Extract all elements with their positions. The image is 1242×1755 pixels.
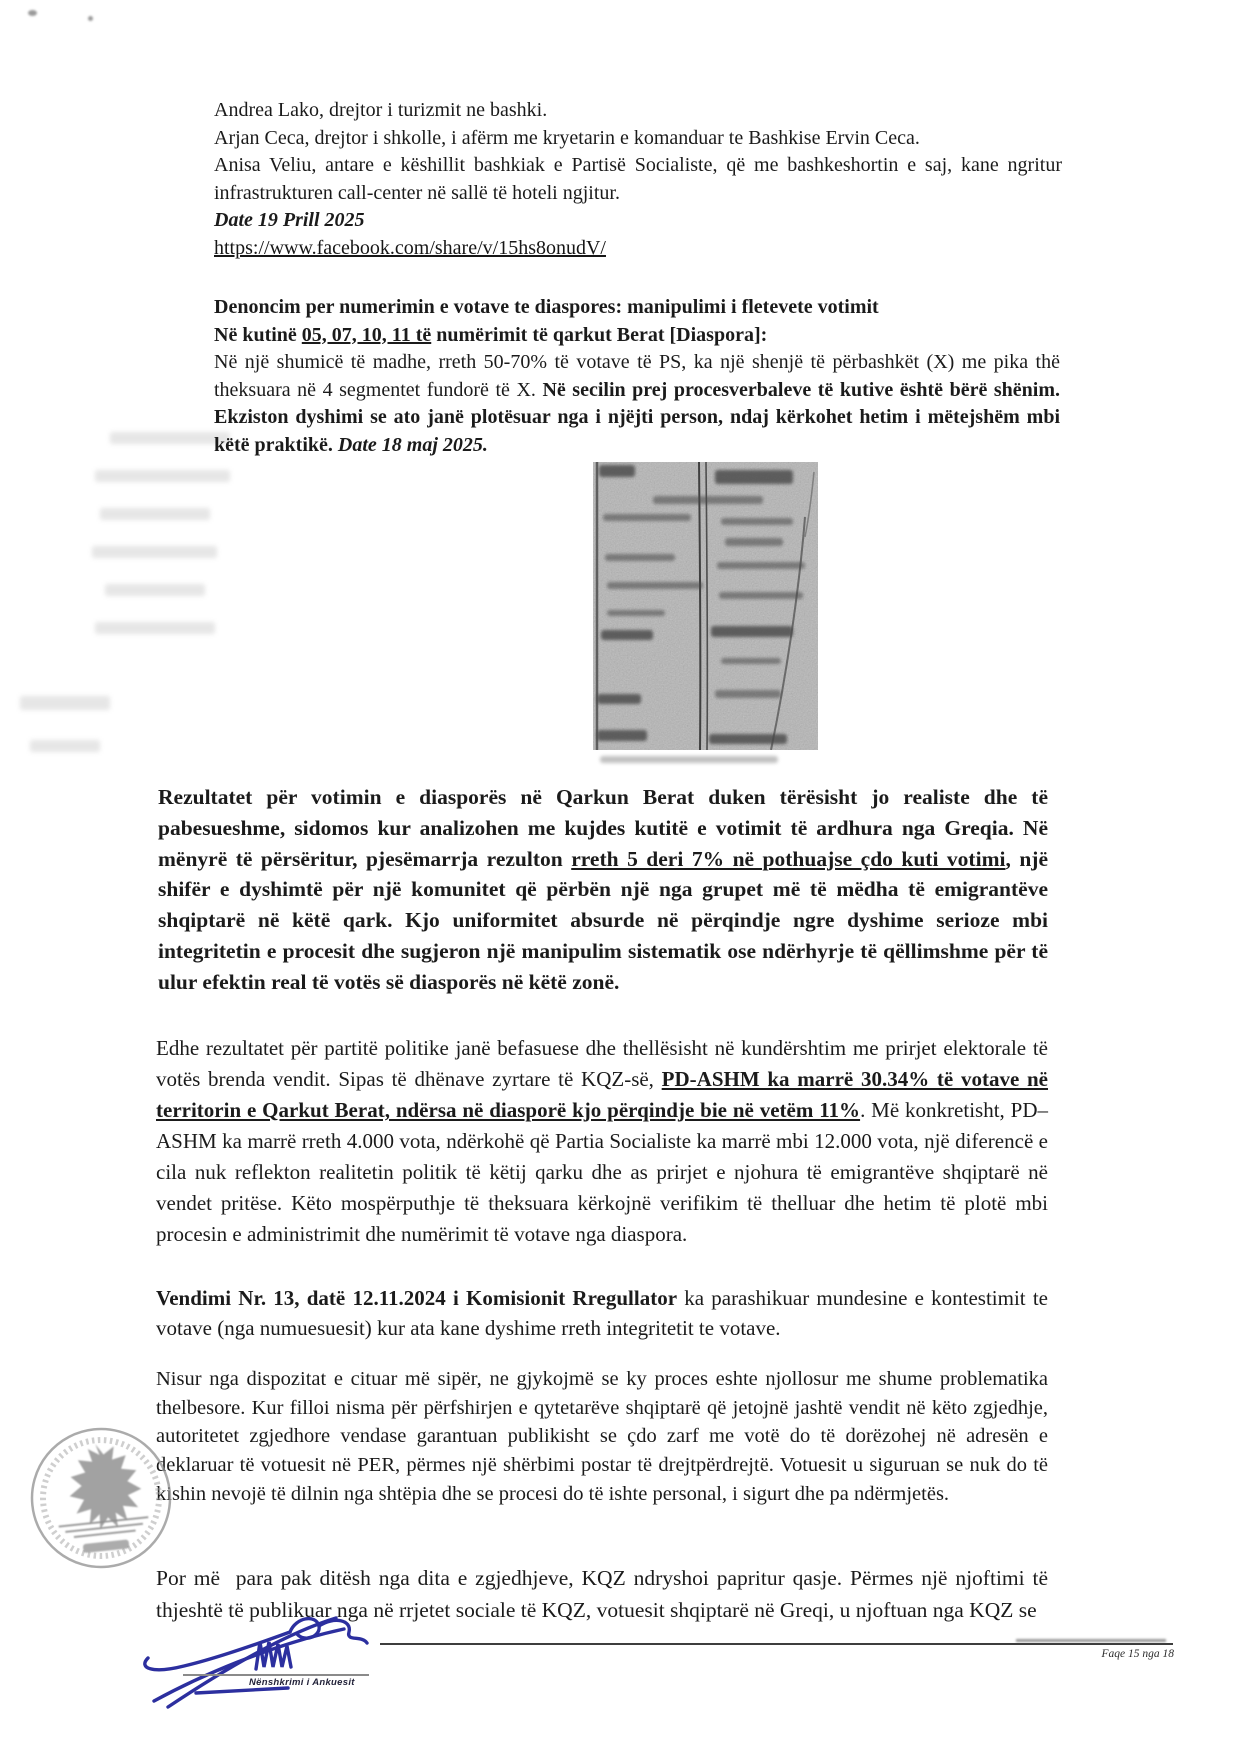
paragraph-edhe-rezultatet: Edhe rezultatet për partitë politike janë befasuese dhe thellësisht në kundërshtim me prirjet elektorale të votës brenda vendit. Sipas të dhënave zyrtare të KQZ-së, PD-ASHM ka marrë 30.34% të votave në territorin e Qarkut Berat, ndërsa në diasporë kjo përqindje bie në vetëm 11%. Më konkretisht, PD–ASHM ka marrë rreth 4.000 vota, ndërkohë që Partia Socialiste ka marrë mbi 12.000 vota, një diferencë e cila nuk reflekton realitetin politik të këtij qarku dhe as prirjet e njohura të emigrantëve shqiptarë në vendet pritëse. Këto mospërputhje të theksuara kërkojnë verifikim të thelluar dhe hetim të plotë mbi procesin e administrimit dhe numërimit të votave nga diaspora. [156, 1036, 1049, 1246]
photo-smudge [597, 730, 647, 741]
signature-label: Nënshkrimi i Ankuesit [249, 1677, 355, 1688]
photo-smudge [603, 514, 691, 521]
scan-artifact [30, 740, 100, 752]
intro-paragraph: Anisa Veliu, antare e këshillit bashkiak e Partisë Socialiste, që me bashkeshortin e saj, kane ngritur infrastrukturen call-center në sallë të hoteli ngjitur. [214, 154, 1062, 204]
photo-smudge [721, 658, 781, 664]
intro-block [214, 97, 1062, 262]
photo-smudge [715, 470, 793, 484]
scan-artifact [92, 546, 217, 558]
scan-artifact [95, 470, 230, 482]
photo-smudge [607, 582, 703, 589]
photo-smudge [605, 554, 675, 561]
photo-caption-smudge [600, 756, 778, 763]
denoncim-heading: Denoncim per numerimin e votave te diaspores: manipulimi i fletevete votimit [214, 296, 879, 318]
photo-smudge [653, 496, 763, 504]
evidence-photo [593, 462, 818, 750]
date-line: Date 19 Prill 2025 [214, 209, 365, 231]
denoncim-block [214, 294, 1060, 459]
photo-grain [593, 462, 818, 750]
scan-artifact [20, 696, 110, 710]
photo-smudge [721, 518, 793, 525]
intro-line-1: Andrea Lako, drejtor i turizmit ne bashki. [214, 99, 548, 121]
photo-smudge [717, 562, 805, 569]
signature-line [183, 1674, 369, 1676]
scan-artifact [95, 622, 215, 634]
paragraph-nisur: Nisur nga dispozitat e cituar më sipër, ne gjykojmë se ky proces eshte njollosur me shume problematika thelbesore. Kur filloi nisma për përfshirjen e qytetarëve shqiptarë që jetojnë jashtë vendit në këto zgjedhje, autoritetet zgjedhore vendase garantuan publikisht se çdo zarf me votë do të dorëzohej në adresën e deklaruar të votuesit në PER, përmes një shërbimi postar të drejtpërdrejtë. Votuesit u siguruan se nuk do të kishin nevojë të dilnin nga shtëpia dhe se procesi do të ishte personal, i sigurt dhe pa ndërmjetës. [156, 1368, 1048, 1505]
footer-rule [380, 1643, 1173, 1645]
footer-rule-smudge [1016, 1639, 1166, 1642]
photo-smudge [725, 538, 783, 546]
facebook-link: https://www.facebook.com/share/v/15hs8onudV/ [214, 236, 606, 259]
official-stamp [18, 1415, 183, 1582]
stamp-bottom-text [83, 1539, 130, 1553]
scan-artifact [28, 10, 37, 16]
photo-smudge [715, 690, 781, 698]
photo-smudge [597, 694, 641, 704]
denoncim-body: Në një shumicë të madhe, rreth 50-70% të votave të PS, ka një shenjë të përbashkët (X) me pika thë theksuara në 4 segmentet fundorë të X. Në secilin prej procesverbaleve të kutive është bërë shënim. Ekziston dyshimi se ato janë plotësuar nga i njëjti person, ndaj kërkohet hetim i mëtejshëm mbi këtë praktikë. Date 18 maj 2025. [214, 351, 1061, 456]
scan-artifact [105, 584, 205, 596]
paragraph-vendimi: Vendimi Nr. 13, datë 12.11.2024 i Komisionit Rregullator ka parashikuar mundesine e kontestimit te votave (nga numuesuesit) kur ata kane dyshime rreth integritetit te votave. [156, 1286, 1048, 1340]
scan-artifact [100, 508, 210, 520]
scan-artifact [110, 432, 230, 444]
photo-smudge [607, 610, 665, 616]
photo-smudge [719, 592, 803, 599]
denoncim-subheading: Në kutinë 05, 07, 10, 11 të numërimit të qarkut Berat [Diaspora]: [214, 323, 768, 346]
photo-smudge [709, 734, 787, 744]
photo-smudge [711, 626, 793, 637]
complainant-signature [138, 1603, 370, 1715]
page-number: Faqe 15 nga 18 [1101, 1648, 1174, 1660]
scan-artifact [88, 16, 93, 21]
intro-line-2: Arjan Ceca, drejtor i shkolle, i afërm me kryetarin e komanduar te Bashkise Ervin Ceca. [214, 126, 920, 149]
paragraph-rezultatet: Rezultatet për votimin e diasporës në Qarkun Berat duken tërësisht jo realiste dhe të pabesueshme, sidomos kur analizohen me kujdes kutitë e votimit të ardhura nga Greqia. Në mënyrë të përsëritur, pjesëmarrja rezulton rreth 5 deri 7% në pothuajse çdo kuti votimi, një shifër e dyshimtë për një komunitet që përbën një nga grupet më të mëdha të emigrantëve shqiptarë në këtë qark. Kjo uniformitet absurde në përqindje ngre dyshime serioze mbi integritetin e procesit dhe sugjeron një manipulim sistematik ose ndërhyrje të qëllimshme për të ulur efektin real të votës së diasporës në këtë zonë. [158, 785, 1048, 994]
photo-smudge [601, 630, 653, 640]
photo-smudge [599, 465, 635, 477]
paragraph-por-me: Por më para pak ditësh nga dita e zgjedhjeve, KQZ ndryshoi papritur qasje. Përmes një njoftimi të thjeshtë të publikuar nga në rrjetet sociale të KQZ, votuesit shqiptarë në Greqi, u njoftuan nga KQZ se [156, 1566, 1048, 1622]
